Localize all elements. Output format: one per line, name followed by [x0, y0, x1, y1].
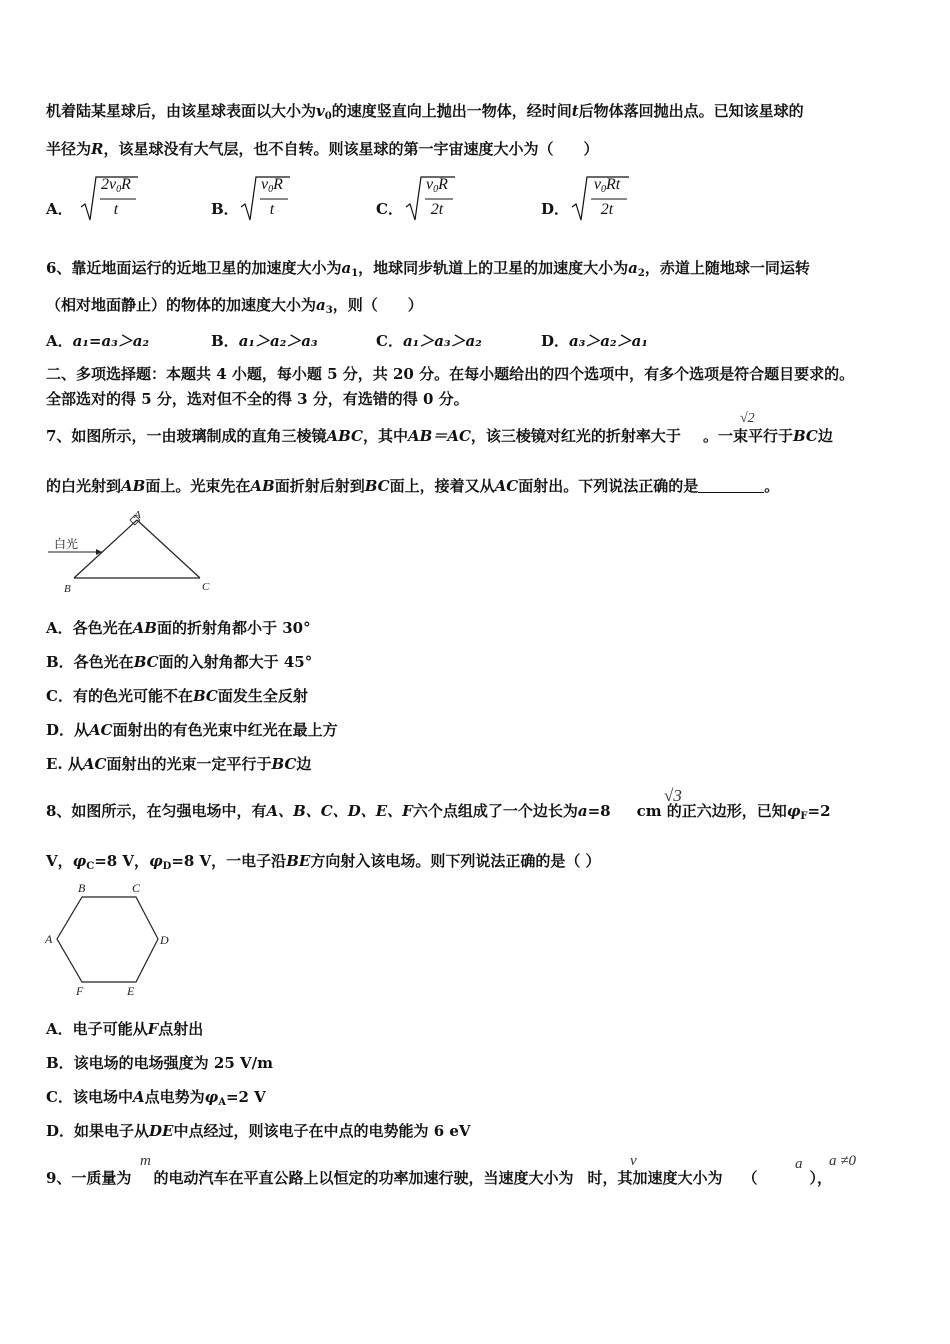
q8-text-2: 六个点组成了一个边长为 — [412, 802, 578, 820]
var-v0-sub: 0 — [324, 111, 332, 122]
q9-text-1: 9、一质量为 — [46, 1169, 132, 1187]
q6-line2 — [46, 295, 423, 321]
q6-text-1: 6、靠近地面运行的近地卫星的加速度大小为 — [46, 259, 342, 277]
var-phi-f: φ — [786, 802, 801, 820]
label-e: E — [127, 984, 135, 998]
label-a: A — [134, 509, 141, 521]
label-white-light: 白光 — [54, 537, 79, 551]
q8-text-7: =8 V， — [94, 852, 150, 870]
var-a1: a — [341, 259, 352, 277]
q9-paren-close: ）， — [809, 1169, 833, 1187]
var-ABC: ABC — [326, 427, 363, 445]
q6-line1 — [46, 258, 810, 284]
q6-text-2: ，地球同步轨道上的卫星的加速度大小为 — [358, 259, 629, 277]
var-a: a — [795, 1156, 803, 1172]
q6-text-3: ，赤道上随地球一同运转 — [644, 259, 810, 277]
q8-option-d[interactable]: D．如果电子从DE中点经过，则该电子在中点的电势能为 6 eV — [46, 1122, 471, 1140]
q8-line2 — [46, 851, 601, 877]
q5-text-4: 半径为 — [46, 140, 92, 158]
q6-text-5: ，则（ ） — [332, 296, 423, 314]
q7-text-11: 。 — [764, 477, 780, 495]
fraction-numerator: $2v_0R$ — [101, 176, 131, 195]
q5-text-2: 的速度竖直向上抛出一物体，经时间 — [331, 102, 572, 120]
var-R: R — [91, 140, 104, 158]
label-d: D — [160, 933, 169, 947]
fraction-denominator: 2t — [430, 201, 444, 218]
q7-text-1: 7、如图所示，一由玻璃制成的直角三棱镜 — [46, 427, 327, 445]
q7-line2 — [46, 476, 779, 496]
var-m: m — [140, 1153, 151, 1169]
q7-option-c[interactable]: C．有的色光可能不在BC面发生全反射 — [46, 687, 308, 705]
var-phi-d: φ — [149, 852, 163, 870]
q8-text-5: =2 — [807, 802, 831, 820]
q7-text-10: 面射出。下列说法正确的是 — [518, 477, 699, 495]
hexagon-shape — [57, 897, 158, 982]
q8-line1 — [46, 801, 831, 827]
q9-text-3: 时，其加速度大小为 — [587, 1169, 723, 1187]
q7-text-3: ，该三棱镜对红光的折射率大于 — [470, 427, 681, 445]
q8-text-6: V， — [46, 852, 73, 870]
var-phi-c: φ — [72, 852, 87, 870]
var-a2-sub: 2 — [637, 268, 645, 279]
q8-option-c[interactable]: C．该电场中A点电势为$\varphi_A=2$ V — [46, 1088, 266, 1108]
var-a2: a — [628, 259, 638, 277]
var-phi-d-sub: D — [162, 861, 172, 872]
var-t: t — [571, 102, 579, 120]
q8-text-9: 方向射入该电场。则下列说法正确的是（ ） — [310, 852, 601, 870]
fraction-denominator: t — [113, 201, 119, 218]
q8-option-b[interactable]: B．该电场的电场强度为 25 V/m — [46, 1054, 273, 1072]
q8-text-8: =8 V，一电子沿 — [171, 852, 287, 870]
q6-option-a[interactable]: A．a₁=a₃＞a₂ — [46, 332, 150, 350]
option-label: D． — [541, 200, 570, 218]
option-label: A． — [46, 200, 73, 218]
q7-line1 — [46, 426, 833, 446]
prism-figure — [44, 506, 224, 598]
var-AC: AC — [494, 477, 519, 495]
var-AB-2: AB — [250, 477, 275, 495]
q7-option-b[interactable]: B．各色光在BC面的入射角都大于 45° — [46, 653, 313, 671]
label-b: B — [64, 583, 71, 595]
label-c: C — [132, 881, 141, 895]
q5-text-3: 后物体落回抛出点。已知该星球的 — [578, 102, 804, 120]
q7-option-d[interactable]: D．从AC面射出的有色光束中红光在最上方 — [46, 721, 338, 739]
fraction-numerator: $v_0Rt$ — [593, 176, 621, 195]
q5-text-5: ，该星球没有大气层，也不自转。则该星球的第一宇宙速度大小为（ ） — [103, 140, 599, 158]
q6-text-4: （相对地面静止）的物体的加速度大小为 — [46, 296, 317, 314]
prism-side-ac — [137, 520, 200, 578]
q7-text-4: 。一束平行于 — [702, 427, 793, 445]
q9-text-2: 的电动汽车在平直公路上以恒定的功率加速行驶，当速度大小为 — [153, 1169, 574, 1187]
var-BC-2: BC — [364, 477, 390, 495]
q7-text-5: 边 — [817, 427, 833, 445]
q7-option-a[interactable]: A．各色光在AB面的折射角都小于 30° — [46, 619, 311, 637]
var-a: a — [577, 802, 588, 820]
q7-text-6: 的白光射到 — [46, 477, 122, 495]
var-a3: a — [316, 296, 326, 314]
hexagon-figure — [40, 878, 180, 1000]
q5-text-1: 机着陆某星球后，由该星球表面以大小为 — [46, 102, 317, 120]
fraction-numerator: $v_0R$ — [426, 176, 448, 195]
section2-line2: 全部选对的得 5 分，选对但不全的得 3 分，有选错的得 0 分。 — [46, 390, 469, 408]
q8-text-1: 8、如图所示，在匀强电场中，有 — [46, 802, 267, 820]
q8-text-4: cm 的正六边形，已知 — [636, 802, 787, 820]
var-phi-c-sub: C — [86, 861, 95, 872]
var-phi-f-sub: F — [800, 811, 808, 822]
q6-option-b[interactable]: B．a₁＞a₂＞a₃ — [211, 332, 318, 350]
q8-option-a[interactable]: A．电子可能从F点射出 — [46, 1020, 204, 1038]
q7-option-e[interactable]: E. 从AC面射出的光束一定平行于BC边 — [46, 755, 312, 773]
option-label: B． — [211, 200, 239, 218]
var-v: v — [630, 1153, 637, 1169]
q7-text-8: 面折射后射到 — [274, 477, 365, 495]
prism-side-ab — [74, 520, 137, 578]
q7-text-2: ，其中 — [363, 427, 409, 445]
var-AB: AB — [121, 477, 146, 495]
var-BC: BC — [792, 427, 818, 445]
arrow-head-icon — [96, 549, 102, 555]
fraction-denominator: 2t — [600, 201, 614, 218]
q5-line2 — [46, 139, 599, 159]
var-AB-eq-AC: AB＝AC — [408, 427, 471, 445]
q6-option-d[interactable]: D．a₃＞a₂＞a₁ — [541, 332, 648, 350]
var-BE: BE — [286, 852, 311, 870]
q7-text-7: 面上。光束先在 — [145, 477, 251, 495]
var-v0: v — [316, 102, 325, 120]
q9-line1 — [46, 1168, 832, 1188]
label-c: C — [202, 581, 210, 593]
sqrt3-math: √3 — [664, 786, 682, 805]
label-b: B — [78, 881, 86, 895]
var-points: A、B、C、D、E、F — [266, 802, 413, 820]
var-a3-sub: 3 — [325, 305, 333, 316]
q6-option-c[interactable]: C．a₁＞a₃＞a₂ — [376, 332, 482, 350]
q7-text-9: 面上，接着又从 — [389, 477, 495, 495]
var-a-neq-zero: a ≠0 — [829, 1153, 856, 1169]
fraction-numerator: $v_0R$ — [261, 176, 283, 195]
var-a1-sub: 1 — [351, 268, 359, 279]
label-f: F — [76, 984, 84, 998]
q8-text-3: =8 — [587, 802, 611, 820]
label-a: A — [45, 932, 53, 946]
q9-paren-open: （ — [742, 1169, 758, 1187]
answer-blank[interactable] — [698, 478, 764, 493]
sqrt2-math: √2 — [740, 411, 755, 426]
option-label: C． — [376, 200, 403, 218]
section2-line1: 二、多项选择题：本题共 4 小题，每小题 5 分，共 20 分。在每小题给出的四个选项中，有多个选项是符合题目要求的。 — [46, 365, 855, 383]
q5-line1 — [46, 101, 804, 127]
fraction-denominator: t — [269, 201, 275, 218]
